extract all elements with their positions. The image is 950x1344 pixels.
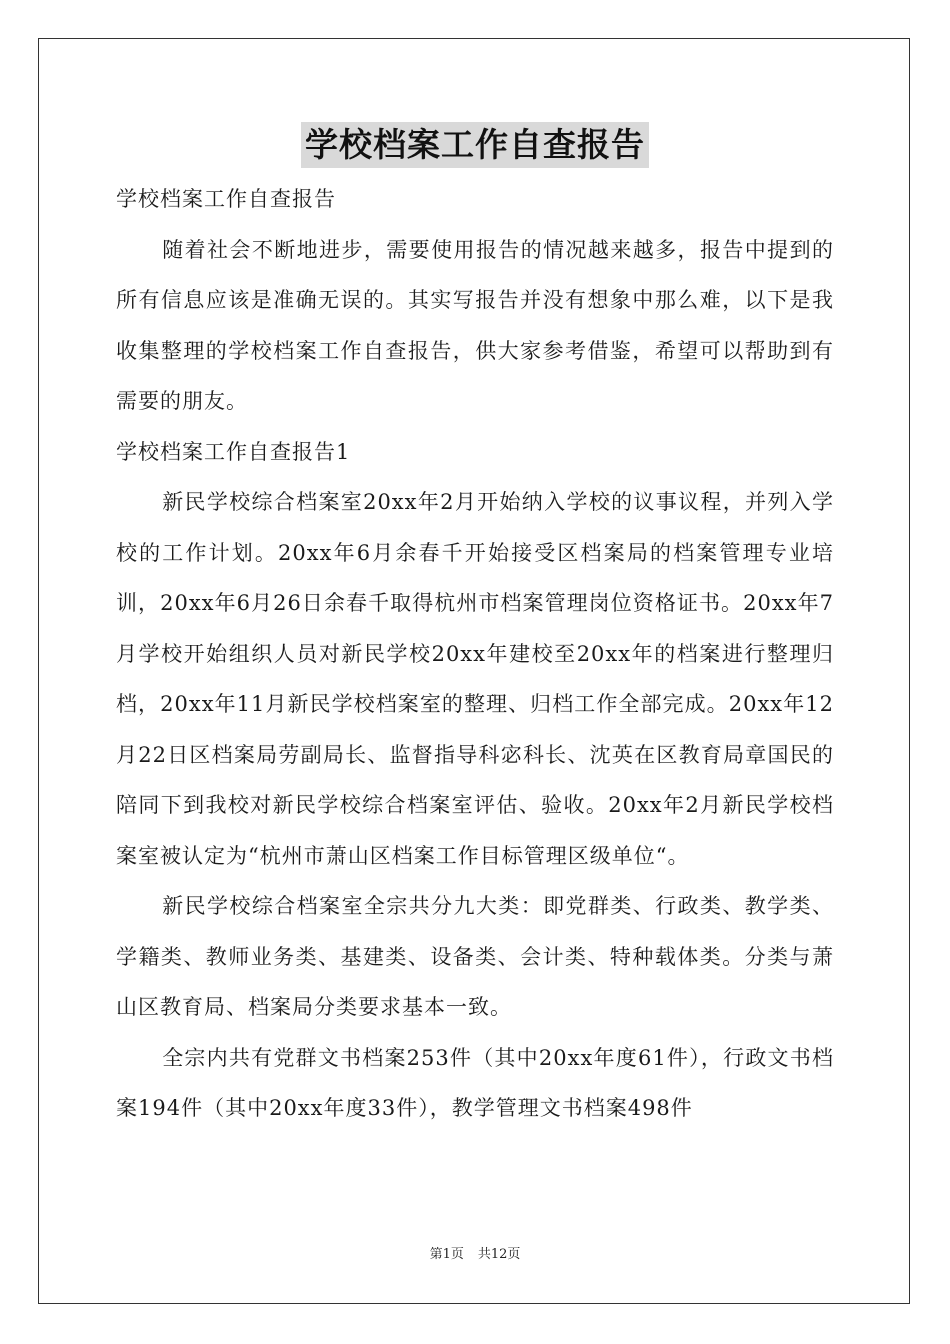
page-total: 共12页 [477, 1247, 521, 1262]
subtitle-line: 学校档案工作自查报告 [116, 187, 336, 211]
page-footer [0, 1243, 950, 1262]
body-paragraph-categories: 新民学校综合档案室全宗共分九大类：即党群类、行政类、教学类、学籍类、教师业务类、基建类、设备类、会计类、特种载体类。分类与萧山区教育局、档案局分类要求基本一致。 [116, 894, 834, 1019]
document-title: 学校档案工作自查报告 [301, 122, 649, 168]
title-container [0, 122, 950, 168]
body-paragraph-counts: 全宗内共有党群文书档案253件（其中20xx年度61件），行政文书档案194件（其中20xx年度33件），教学管理文书档案498件 [116, 1045, 834, 1120]
page-number: 第1页 [429, 1247, 464, 1262]
body-paragraph-history: 新民学校综合档案室20xx年2月开始纳入学校的议事议程，并列入学校的工作计划。20xx年6月余春千开始接受区档案局的档案管理专业培训，20xx年6月26日余春千取得杭州市档案管理岗位资格证书。20xx年7月学校开始组织人员对新民学校20xx年建校至20xx年的档案进行整理归档，20xx年11月新民学校档案室的整理、归档工作全部完成。20xx年12月22日区档案局劳副局长、监督指导科宓科长、沈英在区教育局章国民的陪同下到我校对新民学校综合档案室评估、验收。20xx年2月新民学校档案室被认定为“杭州市萧山区档案工作目标管理区级单位“。 [116, 490, 834, 868]
section-heading: 学校档案工作自查报告1 [116, 439, 351, 464]
document-body [116, 174, 834, 1134]
intro-paragraph: 随着社会不断地进步，需要使用报告的情况越来越多，报告中提到的所有信息应该是准确无误的。其实写报告并没有想象中那么难，以下是我收集整理的学校档案工作自查报告，供大家参考借鉴，希望可以帮助到有需要的朋友。 [116, 237, 834, 413]
